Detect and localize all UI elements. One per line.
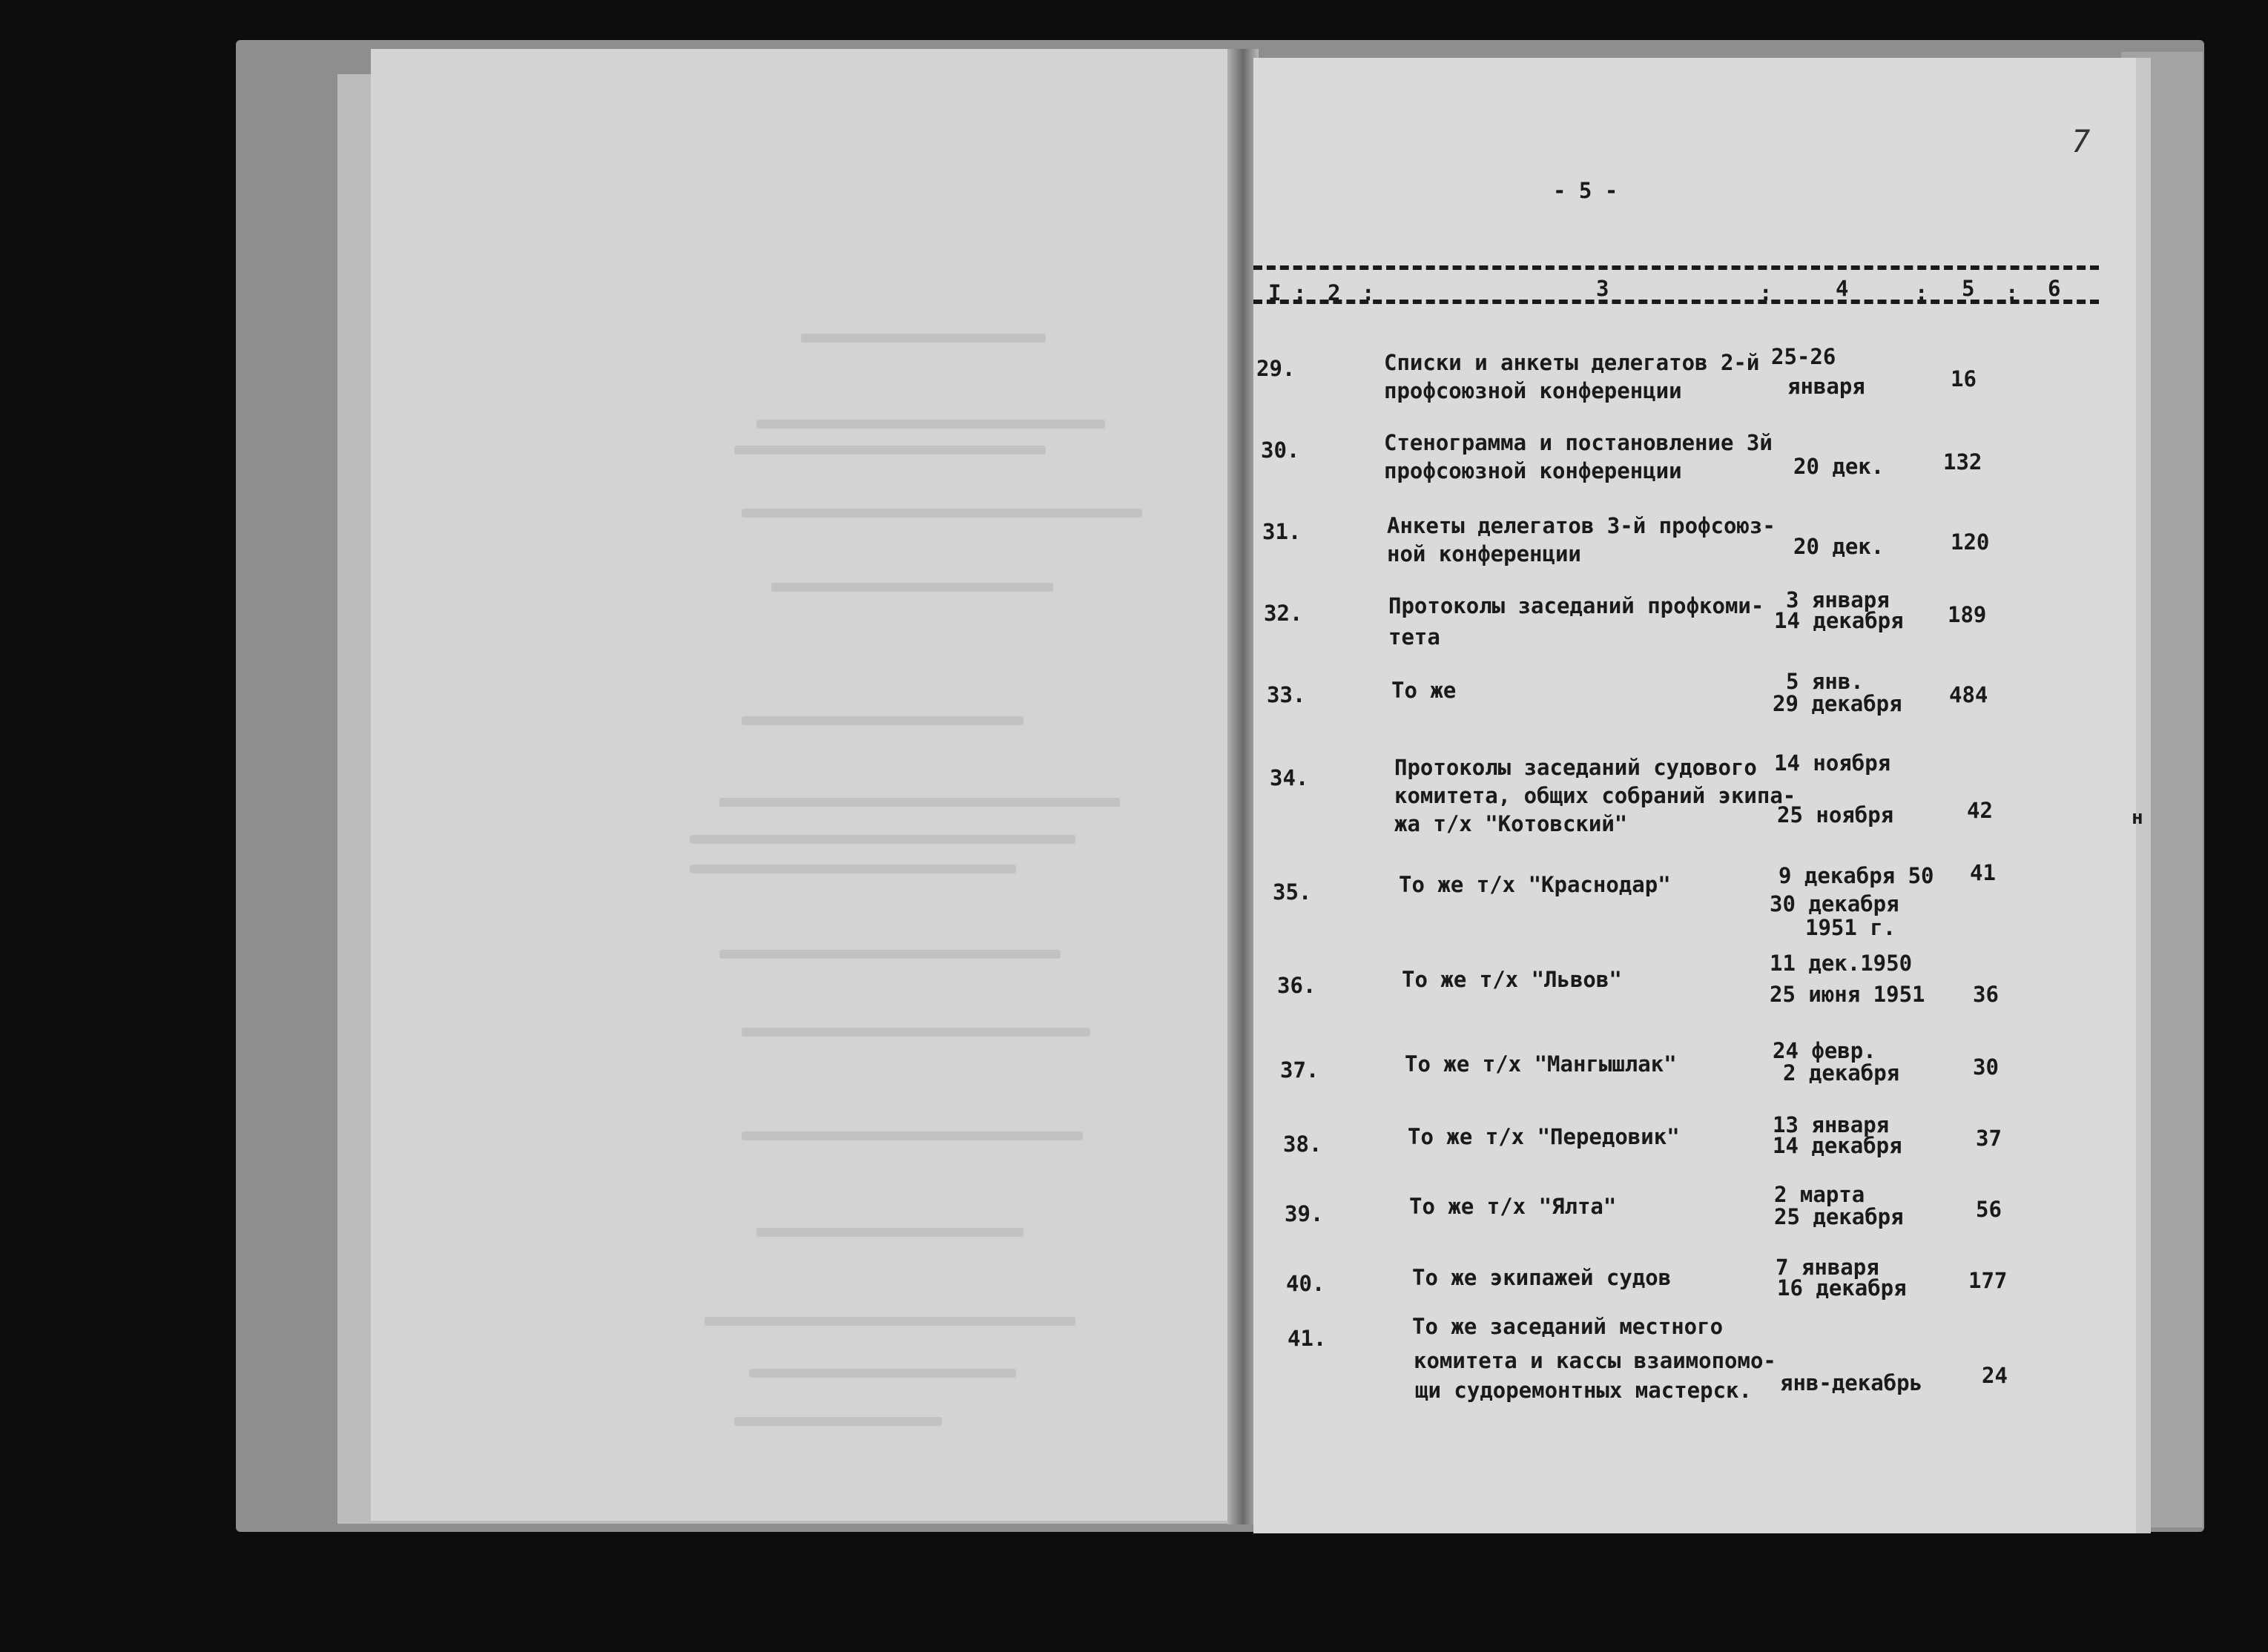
row-number: 35.	[1273, 879, 1312, 905]
row-title-line: профсоюзной конференции	[1384, 378, 1682, 403]
row-sheets: 132	[1943, 449, 1982, 475]
row-title-line: ной конференции	[1387, 541, 1581, 566]
row-number: 32.	[1264, 601, 1303, 626]
row-sheets: 24	[1982, 1363, 2008, 1388]
row-title-line: То же заседаний местного	[1412, 1314, 1724, 1339]
page-edge	[2136, 58, 2151, 1533]
row-date-line: 16 декабря	[1777, 1275, 1907, 1301]
row-date-line: 20 дек.	[1793, 534, 1885, 559]
row-number: 40.	[1286, 1271, 1325, 1296]
row-number: 31.	[1262, 519, 1302, 544]
table-header-top-rule	[1253, 265, 2099, 270]
row-sheets: 30	[1973, 1054, 1999, 1080]
page-number: - 5 -	[1553, 178, 1618, 203]
row-title-line: комитета и кассы взаимопомо-	[1414, 1348, 1776, 1373]
row-number: 36.	[1277, 973, 1316, 998]
row-title-line: Протоколы заседаний профкоми-	[1388, 593, 1764, 618]
row-date-line: 29 декабря	[1773, 691, 1902, 716]
row-number: 29.	[1256, 356, 1296, 381]
row-date-line: 14 декабря	[1774, 608, 1904, 633]
row-date-line: 11 дек.1950	[1770, 951, 1913, 976]
column-header: 3	[1596, 276, 1609, 301]
row-number: 39.	[1285, 1201, 1324, 1226]
row-title-line: Стенограмма и постановление 3й	[1384, 430, 1773, 455]
column-separator: :	[1293, 280, 1307, 305]
row-title-line: То же экипажей судов	[1412, 1265, 1672, 1290]
column-separator: :	[1362, 280, 1375, 305]
row-date-line: 25 декабря	[1774, 1204, 1904, 1229]
row-number: 34.	[1270, 765, 1309, 790]
row-sheets: 120	[1951, 529, 1990, 555]
row-title-line: То же т/х "Львов"	[1402, 967, 1622, 992]
row-sheets: 42	[1967, 798, 1993, 823]
column-header: 6	[2048, 276, 2061, 301]
row-title-line: жа т/х "Котовский"	[1394, 811, 1628, 836]
row-date-line: 25 июня 1951	[1770, 982, 1925, 1007]
row-date-line: янв-декабрь	[1780, 1370, 1923, 1395]
row-title-line: Анкеты делегатов 3-й профсоюз-	[1387, 513, 1776, 538]
left-page	[371, 49, 1239, 1521]
row-title-line: профсоюзной конференции	[1384, 458, 1682, 483]
row-sheets: 189	[1948, 602, 1987, 627]
column-separator: :	[2005, 280, 2019, 305]
row-date-line: 7 января	[1776, 1255, 1879, 1280]
row-date-line: января	[1787, 374, 1865, 399]
row-date-line: 24 февр.	[1773, 1038, 1876, 1063]
column-separator: :	[1915, 280, 1928, 305]
row-number: 37.	[1280, 1057, 1319, 1083]
row-title-line: Списки и анкеты делегатов 2-й	[1384, 350, 1760, 375]
row-date-line: 14 ноября	[1774, 750, 1891, 776]
row-date-line: 20 дек.	[1793, 454, 1885, 479]
column-header: 2	[1328, 280, 1341, 305]
row-date-line: 2 декабря	[1783, 1060, 1900, 1086]
row-sheets: 484	[1949, 682, 1988, 707]
side-mark: н	[2132, 807, 2143, 829]
row-title-line: То же т/х "Краснодар"	[1399, 872, 1671, 897]
row-title-line: Протоколы заседаний судового	[1394, 755, 1757, 780]
row-title-line: То же т/х "Ялта"	[1409, 1194, 1617, 1219]
row-date-line: 1951 г.	[1805, 915, 1896, 940]
row-title-line: То же т/х "Мангышлак"	[1405, 1051, 1677, 1077]
row-number: 33.	[1267, 682, 1306, 707]
row-date-line: 2 марта	[1774, 1182, 1865, 1207]
row-sheets: 37	[1976, 1126, 2002, 1151]
row-date-line: 25 ноября	[1777, 802, 1894, 827]
column-header: I	[1268, 280, 1282, 305]
row-number: 41.	[1288, 1326, 1327, 1351]
column-header: 5	[1962, 276, 1975, 301]
row-date-line: 3 января	[1786, 587, 1890, 612]
column-header: 4	[1836, 276, 1849, 301]
row-title-line: То же т/х "Передовик"	[1408, 1124, 1680, 1149]
row-sheets: 36	[1973, 982, 1999, 1007]
column-separator: :	[1759, 280, 1773, 305]
row-number: 30.	[1261, 437, 1300, 463]
row-date-line: 5 янв.	[1786, 669, 1864, 694]
row-sheets: 41	[1970, 860, 1996, 885]
row-sheets: 177	[1968, 1268, 2008, 1293]
row-date-line: 9 декабря 50	[1779, 863, 1934, 888]
row-title-line: тета	[1388, 624, 1440, 650]
corner-mark: 7	[2071, 123, 2091, 159]
row-title-line: комитета, общих собраний экипа-	[1394, 783, 1796, 808]
row-title-line: То же	[1391, 678, 1457, 703]
row-sheets: 16	[1951, 366, 1977, 391]
row-number: 38.	[1283, 1131, 1322, 1157]
row-date-line: 30 декабря	[1770, 891, 1899, 916]
row-date-line: 25-26	[1771, 344, 1836, 369]
row-date-line: 14 декабря	[1773, 1133, 1902, 1158]
row-title-line: щи судоремонтных мастерск.	[1415, 1378, 1752, 1403]
row-sheets: 56	[1976, 1197, 2002, 1222]
row-date-line: 13 января	[1773, 1112, 1890, 1137]
